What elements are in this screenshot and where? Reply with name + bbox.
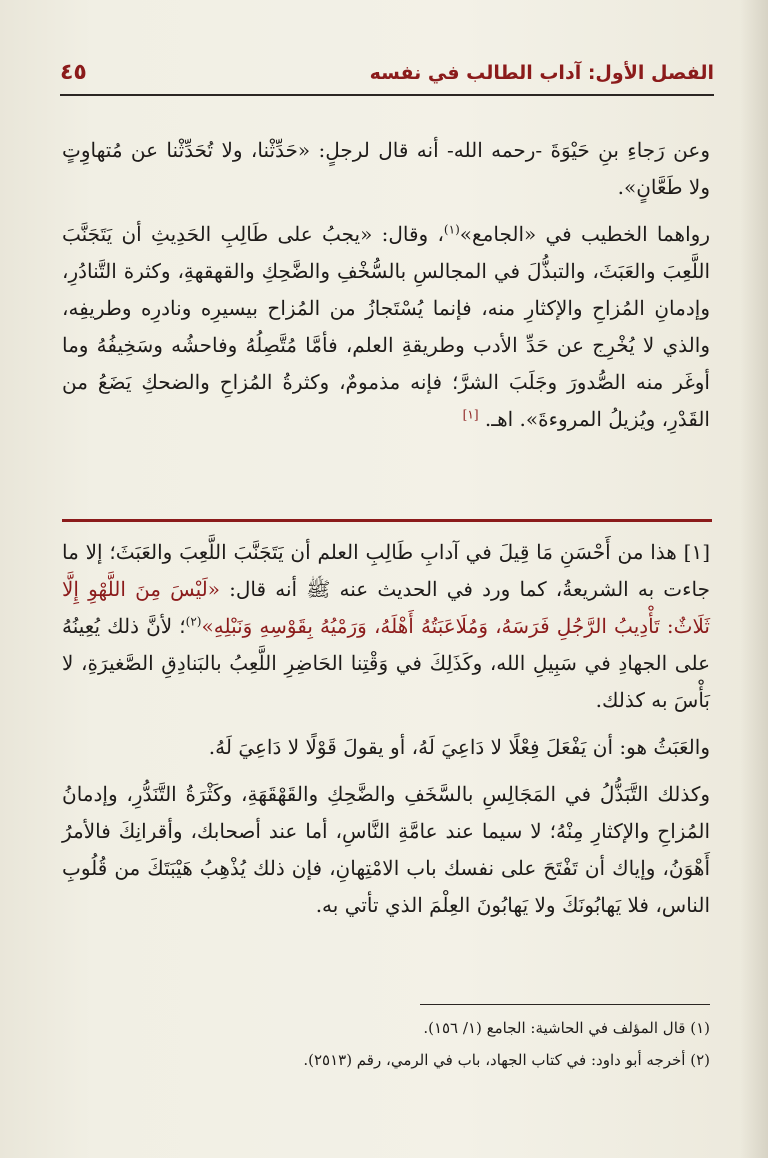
commentary-paragraph-3: وكذلك التَّبَذُّلُ في المَجَالِسِ بالسَّخَفِ والضَّحِكِ والقَهْقَهَةِ، وكَثْرَةُ التَّنَدُّرِ، وإدمانُ المُزاحِ والإكثارِ مِنْهُ؛ لا سيما عند عامَّةِ النَّاسِ، أما عند أصحابك، وأقرانِكَ فالأمرُ أَهْوَنُ، وإياك أن تَفْتَحَ على نفسك باب الامْتِهانِ، فإن ذلك يُذْهِبُ هَيْبَتَكَ من قُلُوبِ الناس، فلا يَهابُونَكَ ولا يَهابُونَ العِلْمَ الذي تأتي به. (62, 782, 710, 917)
footnotes (62, 1012, 710, 1076)
main-paragraph-2-rest: ، وقال: «يجبُ على طَالِبِ الحَدِيثِ أن يَتَجَنَّبَ اللَّعِبَ والعَبَثَ، والتبذُّلَ في المجالسِ بالسُّخْفِ والضَّحِكِ والقهقهةِ، وكثرة التَّنادُرِ، وإدمانِ المُزاحِ والإكثارِ منه، فإنما يُسْتَجازُ من المُزاح بيسيرِه ونادرِه وطريفِه، والذي لا يُخْرِج عن حَدِّ الأدب وطريقةِ العلم، فأمَّا مُتَّصِلُهُ وفاحشُه وسَخِيفُهُ وما أوغَر منه الصُّدورَ وجَلَبَ الشرَّ؛ فإنه مذمومٌ، وكثرةُ المُزاحِ والضحكِ يَضَعُ من القَدْرِ، ويُزيلُ المروءةَ». اهـ. (62, 222, 710, 431)
footnote-ref-2: (٢) (185, 614, 202, 629)
chapter-title: الفصل الأول: آداب الطالب في نفسه (369, 62, 714, 84)
commentary-paragraph-2: والعَبَثُ هو: أن يَفْعَلَ فِعْلًا لا دَاعِيَ لَهُ، أو يقولَ قَوْلًا لا دَاعِيَ لَهُ. (208, 735, 710, 759)
footnote-ref-1: (١) (443, 222, 460, 237)
running-header (60, 58, 714, 98)
footnote-divider (420, 1004, 710, 1005)
main-paragraph-2 (62, 216, 710, 438)
commentary-paragraph-1-start: [١] هذا من أَحْسَنِ مَا قِيلَ في آدابِ طَالِبِ العلم أن يَتَجَنَّبَ اللَّعِبَ والعَبَثَ؛ إلا ما جاءت به الشريعةُ، كما ورد في الحديث عنه ﷺ أنه قال: (62, 540, 710, 601)
commentary-ref-1: [١] (462, 407, 479, 422)
main-paragraph-2-start: رواهما الخطيب في «الجامع» (459, 222, 710, 246)
footnote-2: (٢) أخرجه أبو داود: في كتاب الجهاد، باب في الرمي، رقم (٢٥١٣). (303, 1051, 710, 1069)
main-text (62, 132, 710, 448)
commentary-paragraph-1-rest: ؛ لأنَّ ذلك يُعِينُهُ على الجهادِ في سَبِيلِ الله، وكَذَلِكَ في وَقْتِنا الحَاضِرِ اللَّعِبُ بالبَنادِقِ الصَّغيرَةِ، لا بَأْسَ به كذلك. (62, 614, 710, 712)
page-gutter-shadow (740, 0, 768, 1158)
footnote-1: (١) قال المؤلف في الحاشية: الجامع (١/ ١٥٦). (423, 1019, 710, 1037)
main-paragraph-1: وعن رَجاءِ بنِ حَيْوَةَ -رحمه الله- أنه قال لرجلٍ: «حَدِّثْنا، ولا تُحَدِّثْنا عن مُتهاوِتٍ ولا طَعَّانٍ». (62, 138, 710, 199)
header-rule (60, 94, 714, 96)
hadith-quote: «لَيْسَ مِنَ اللَّهْوِ إِلَّا ثَلَاثٌ: تَأْدِيبُ الرَّجُلِ فَرَسَهُ، وَمُلَاعَبَتُهُ أَهْلَهُ، وَرَمْيُهُ بِقَوْسِهِ وَنَبْلِهِ» (62, 577, 710, 638)
commentary-paragraph-1 (62, 534, 710, 719)
page-number: ٤٥ (60, 60, 87, 85)
commentary-text (62, 534, 710, 934)
commentary-divider (62, 519, 712, 522)
